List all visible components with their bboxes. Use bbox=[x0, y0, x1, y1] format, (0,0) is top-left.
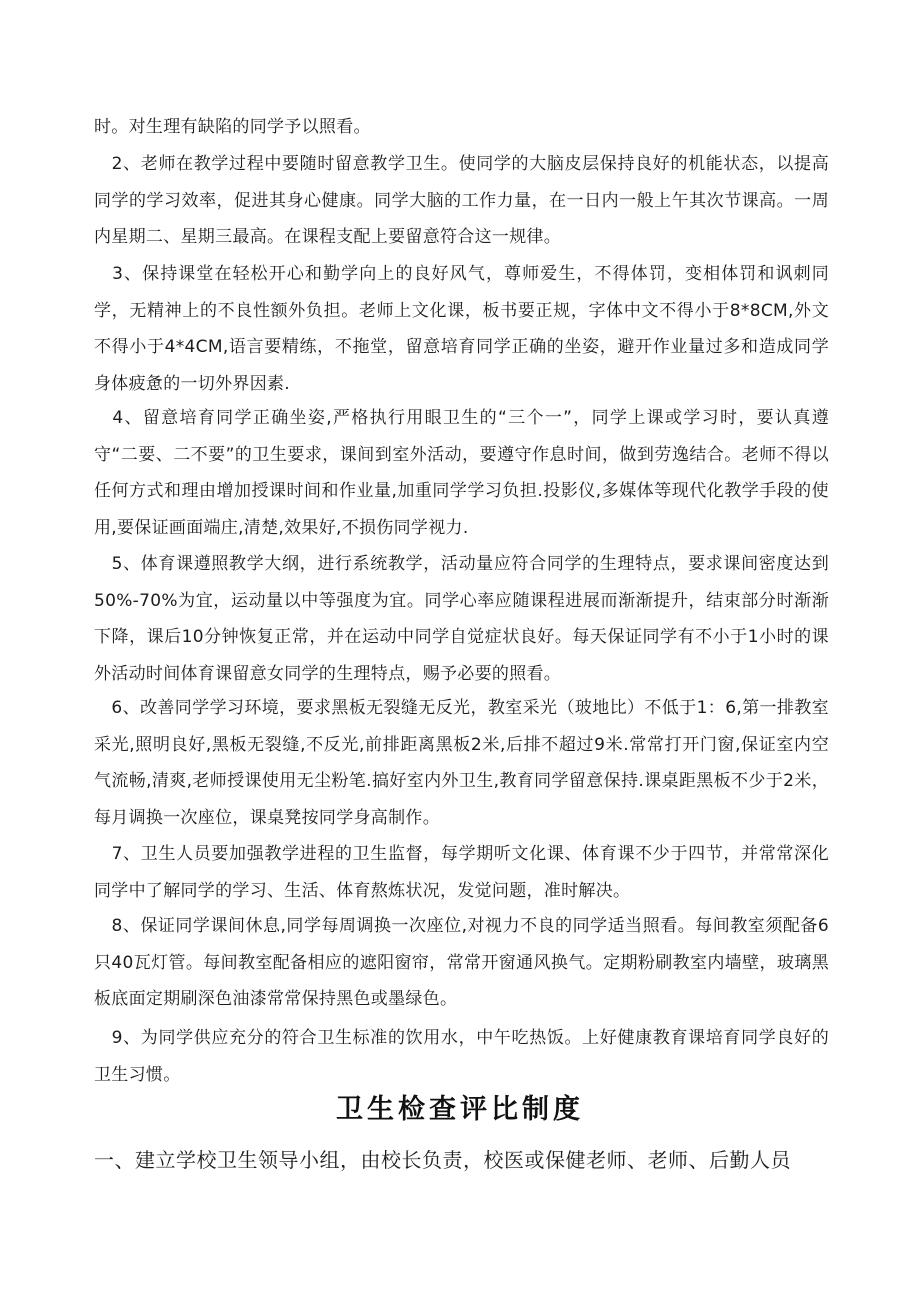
paragraph-item-4: 4、留意培育同学正确坐姿,严格执行用眼卫生的“三个一”，同学上课或学习时，要认真遵守“二要、二不要”的卫生要求，课间到室外活动，要遵守作息时间，做到劳逸结合。老师不得以任何方式和理由增加授课时间和作业量,加重同学学习负担.投影仪,多媒体等现代化教学手段的使用,要保证画面端庄,清楚,效果好,不损伤同学视力. bbox=[94, 408, 829, 538]
paragraph-item-2: 2、老师在教学过程中要随时留意教学卫生。使同学的大脑皮层保持良好的机能状态，以提高同学的学习效率，促进其身心健康。同学大脑的工作力量，在一日内一般上午其次节课高。一周内星期二、星期三最高。在课程支配上要留意符合这一规律。 bbox=[94, 154, 829, 247]
paragraph-item-3: 3、保持课堂在轻松开心和勤学向上的良好风气，尊师爱生，不得体罚，变相体罚和讽刺同学，无精神上的不良性额外负担。老师上文化课，板书要正规，字体中文不得小于8*8CM,外文不得小于4*4CM,语言要精练，不拖堂，留意培育同学正确的坐姿，避开作业量过多和造成同学身体疲惫的一切外界因素. bbox=[94, 264, 829, 394]
paragraph-item-7: 7、卫生人员要加强教学进程的卫生监督，每学期听文化课、体育课不少于四节，并常常深化同学中了解同学的学习、生活、体育熬炼状况，发觉问题，准时解决。 bbox=[94, 844, 829, 901]
paragraph-item-6: 6、改善同学学习环境，要求黑板无裂缝无反光，教室采光（玻地比）不低于1：6,第一排教室采光,照明良好,黑板无裂缝,不反光,前排距离黑板2米,后排不超过9米.常常打开门窗,保证室内空气流畅,清爽,老师授课使用无尘粉笔.搞好室内外卫生,教育同学留意保持.课桌距黑板不少于2米，每月调换一次座位，课桌凳按同学身高制作。 bbox=[94, 698, 829, 828]
paragraph-continuation: 时。对生理有缺陷的同学予以照看。 bbox=[94, 117, 371, 137]
paragraph-item-5: 5、体育课遵照教学大纲，进行系统教学，活动量应符合同学的生理特点，要求课间密度达到50%-70%为宜，运动量以中等强度为宜。同学心率应随课程进展而渐渐提升，结束部分时渐渐下降，课后10分钟恢复正常，并在运动中同学自觉症状良好。每天保证同学有不小于1小时的课外活动时间体育课留意女同学的生理特点，赐予必要的照看。 bbox=[94, 554, 829, 684]
paragraph-item-8: 8、保证同学课间休息,同学每周调换一次座位,对视力不良的同学适当照看。每间教室须配备6只40瓦灯管。每间教室配备相应的遮阳窗帘，常常开窗通风换气。定期粉刷教室内墙壁，玻璃黑板底面定期刷深色油漆常常保持黑色或墨绿色。 bbox=[94, 916, 829, 1009]
section-first-line: 一、建立学校卫生领导小组，由校长负责，校医或保健老师、老师、后勤人员 bbox=[94, 1148, 791, 1172]
paragraph-item-9: 9、为同学供应充分的符合卫生标准的饮用水，中午吃热饭。上好健康教育课培育同学良好的卫生习惯。 bbox=[94, 1028, 829, 1085]
section-title: 卫生检查评比制度 bbox=[336, 1094, 584, 1125]
